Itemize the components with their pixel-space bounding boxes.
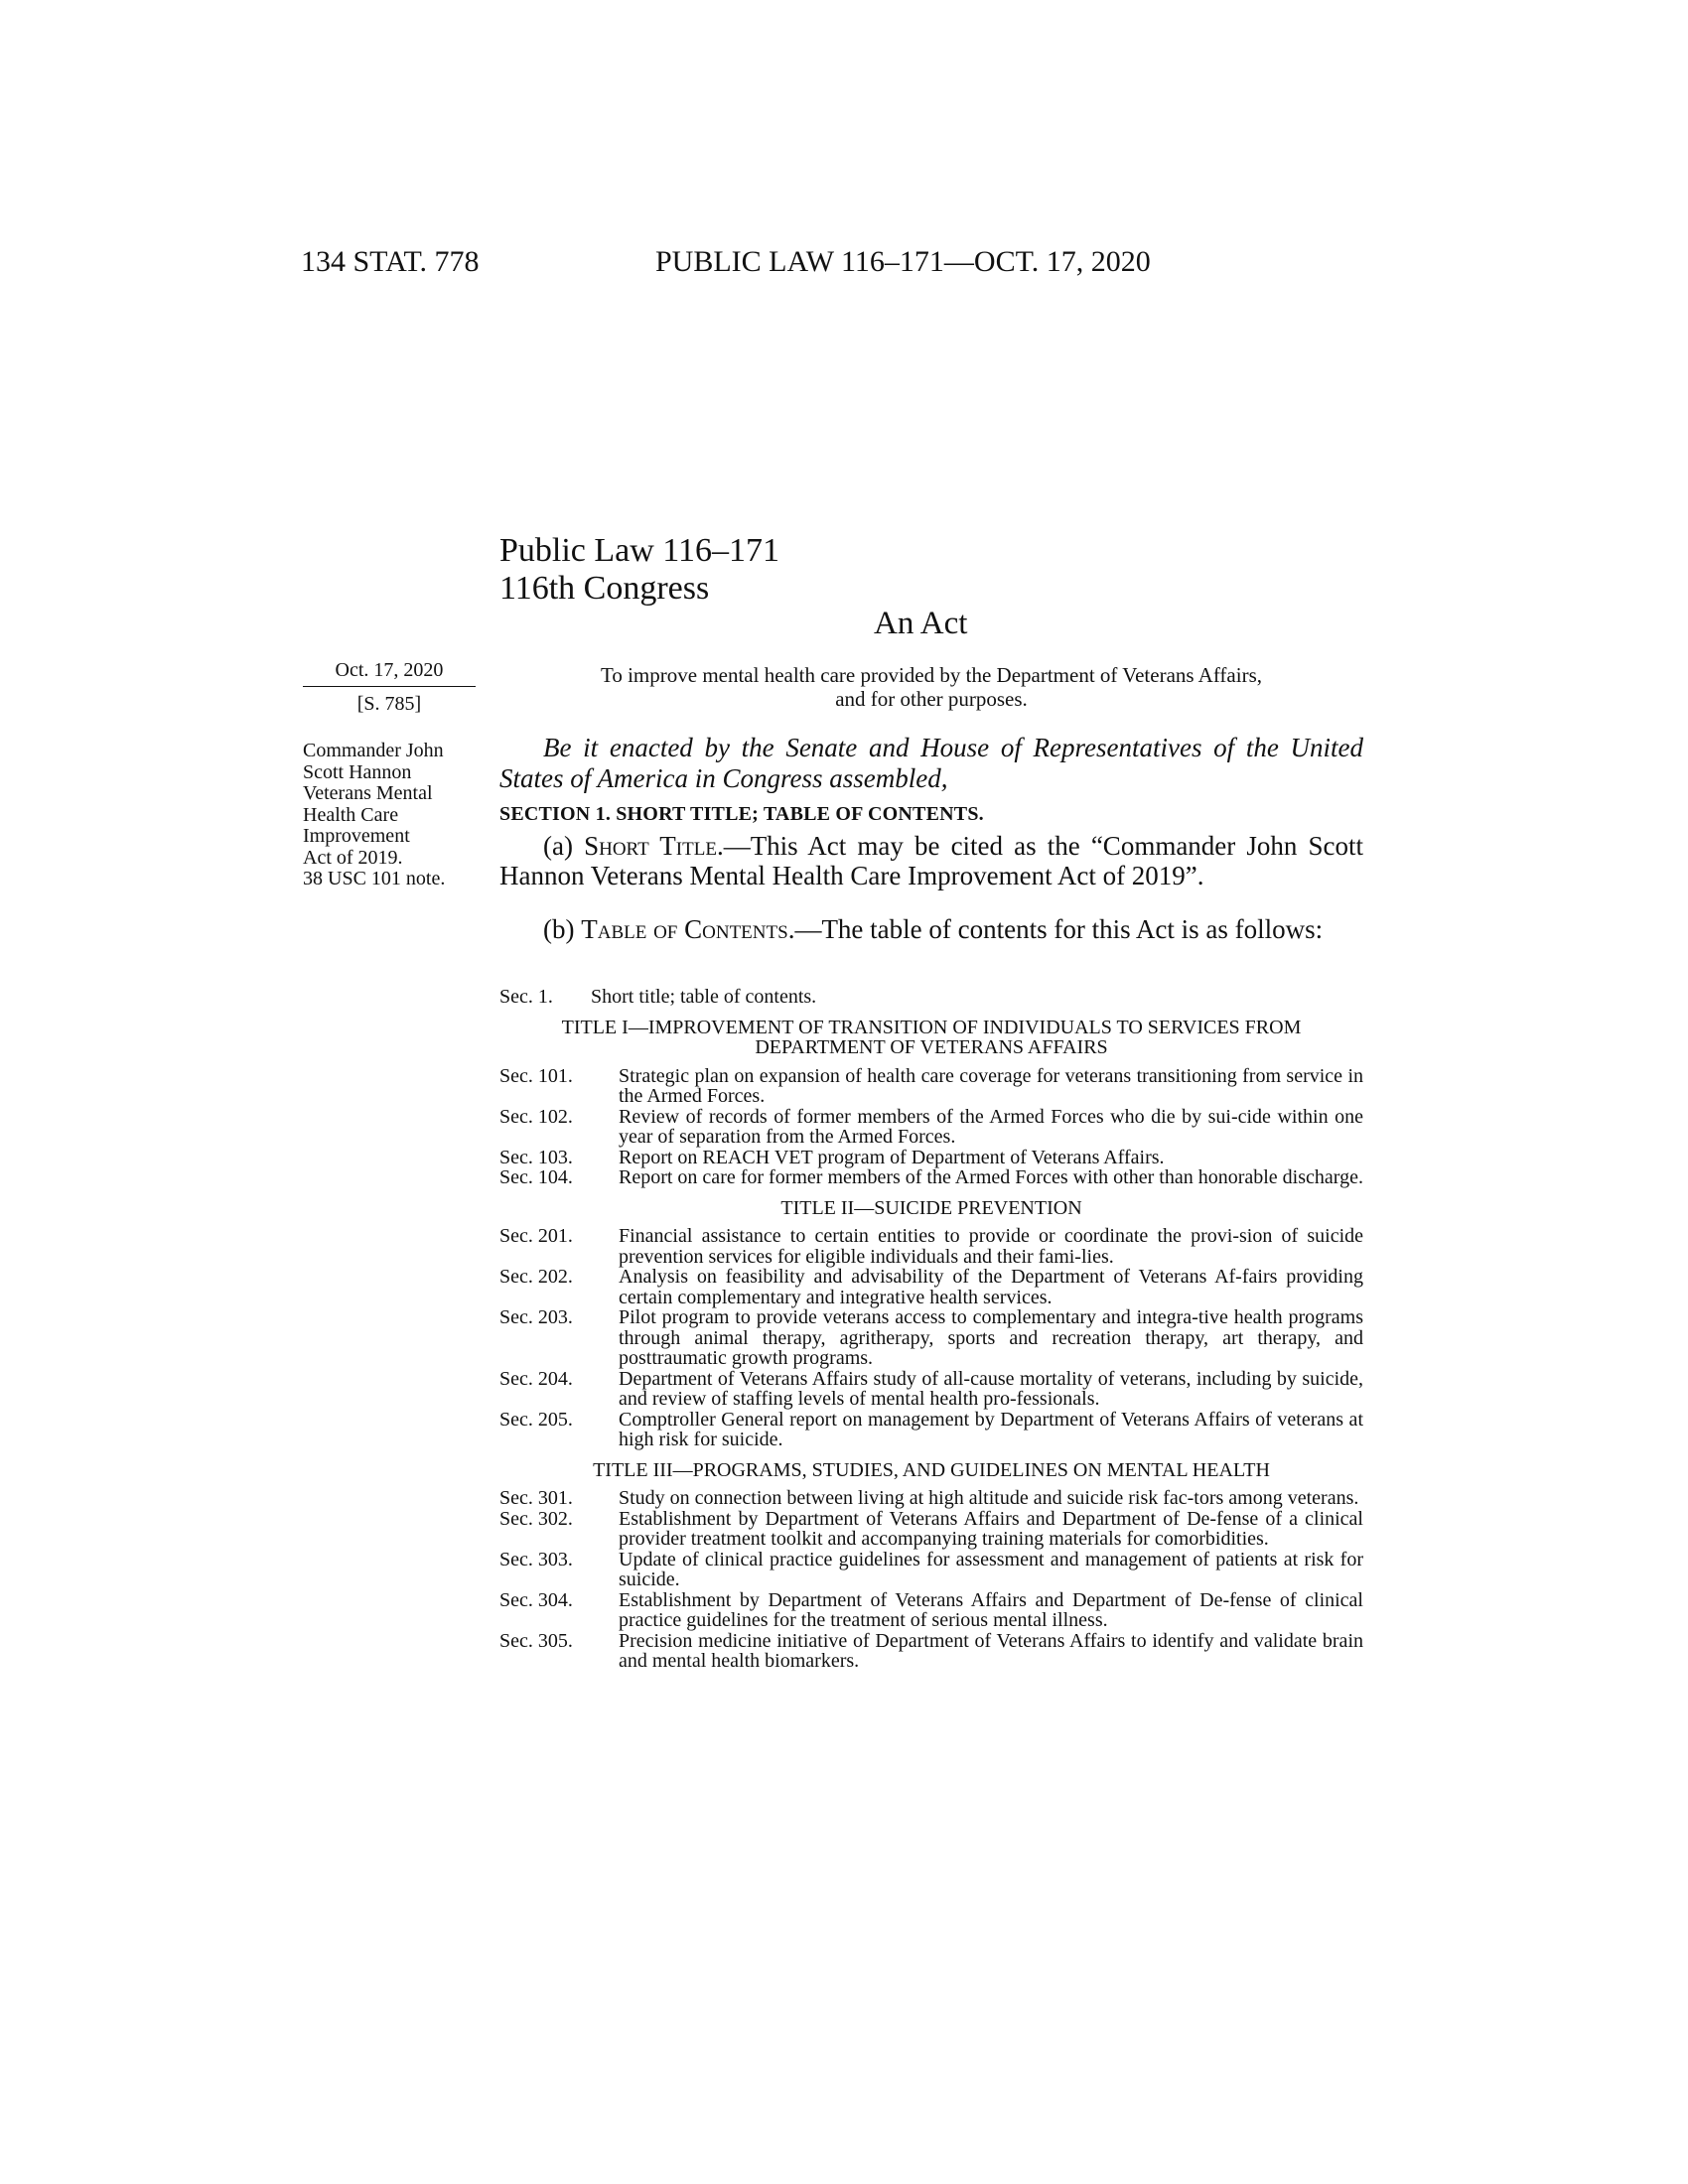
enacting-clause-text: Be it enacted by the Senate and House of Representatives of the United States of America in Congress assembled, (499, 733, 1363, 793)
bill-number: [S. 785] (356, 693, 422, 715)
toc-section-title: Precision medicine initiative of Department of Veterans Affairs to identify and validate brain and mental health biomarkers. (619, 1629, 1363, 1672)
toc-section-title: Pilot program to provide veterans access to complementary and integra-tive health programs through animal therapy, agritherapy, sports and recreation therapy, art therapy, and posttraumatic growth programs. (619, 1306, 1363, 1369)
toc-section-number: Sec. 205. (499, 1408, 573, 1431)
toc-section-title: Report on care for former members of the Armed Forces with other than honorable discharge. (619, 1166, 1363, 1188)
toc-section-number: Sec. 304. (499, 1588, 573, 1611)
toc-section-title: Financial assistance to certain entities to provide or coordinate the provi-sion of suicide prevention services for eligible individuals and their fami-lies. (619, 1225, 1363, 1268)
law-title (499, 532, 779, 608)
toc-section-title: Review of records of former members of the Armed Forces who die by sui-cide within one year of separation from the Armed Forces. (619, 1105, 1363, 1148)
toc-section-number: Sec. 104. (499, 1166, 573, 1188)
toc-title-heading: TITLE I—IMPROVEMENT OF TRANSITION OF INDIVIDUALS TO SERVICES FROM DEPARTMENT OF VETERANS AFFAIRS (561, 1016, 1302, 1058)
paragraph-text: .—The table of contents for this Act is as follows: (787, 914, 1324, 944)
margin-note (303, 741, 482, 890)
toc-section-number: Sec. 305. (499, 1629, 573, 1652)
toc-section-number: Sec. 303. (499, 1548, 573, 1570)
toc-entry (499, 1066, 1363, 1107)
paragraph-label: (a) (543, 831, 585, 861)
toc-entry (499, 1410, 1363, 1450)
toc-entry (499, 1369, 1363, 1410)
toc-section-title: Update of clinical practice guidelines for assessment and management of patients at risk for suicide. (619, 1548, 1363, 1590)
toc-section-title: Short title; table of contents. (591, 986, 817, 1008)
margin-note-line: Act of 2019. (303, 846, 403, 869)
paragraph-caption: Short Title (584, 831, 717, 861)
toc-section-title: Strategic plan on expansion of health care coverage for veterans transitioning from service in the Armed Forces. (619, 1064, 1363, 1107)
toc-entry (499, 1267, 1363, 1307)
margin-note-line: Scott Hannon (303, 760, 412, 783)
toc-section-number: Sec. 203. (499, 1306, 573, 1328)
toc-entry (499, 1509, 1363, 1550)
toc-section-number: Sec. 101. (499, 1064, 573, 1087)
paragraph-table-of-contents (499, 914, 1363, 944)
margin-note-line: Commander John (303, 740, 444, 761)
margin-note-line: Health Care (303, 803, 399, 826)
toc-entry (499, 1226, 1363, 1267)
congress-number: 116th Congress (499, 570, 710, 607)
toc-section-title: Analysis on feasibility and advisability of the Department of Veterans Af-fairs providing certain complementary and integrative health services. (619, 1266, 1363, 1308)
toc-section-number: Sec. 102. (499, 1105, 573, 1128)
toc-entry (499, 1307, 1363, 1369)
section-heading: SECTION 1. SHORT TITLE; TABLE OF CONTENTS. (499, 803, 984, 825)
toc-section-number: Sec. 1. (499, 986, 553, 1008)
toc-section-title: Establishment by Department of Veterans Affairs and Department of De-fense of a clinical provider treatment toolkit and accompanying training materials for comorbidities. (619, 1507, 1363, 1550)
margin-note-line: Improvement (303, 825, 410, 847)
purpose-line-1: To improve mental health care provided by the Department of Veterans Affairs, (600, 663, 1263, 687)
toc-section-title: Establishment by Department of Veterans Affairs and Department of De-fense of clinical practice guidelines for the treatment of serious mental illness. (619, 1588, 1363, 1631)
toc-section-title: Department of Veterans Affairs study of all-cause mortality of veterans, including by suicide, and review of staffing levels of mental health pro-fessionals. (619, 1367, 1363, 1410)
paragraph-text: .—This Act may be cited as the “Commander John Scott Hannon Veterans Mental Health Care Improvement Act of 2019”. (499, 831, 1363, 890)
paragraph-short-title (499, 831, 1363, 890)
toc-section-number: Sec. 204. (499, 1367, 573, 1390)
toc-section-number: Sec. 301. (499, 1487, 573, 1509)
margin-note-line: 38 USC 101 note. (303, 868, 446, 889)
paragraph-label: (b) (543, 914, 582, 944)
toc-entry (499, 1148, 1363, 1168)
toc-section-number: Sec. 103. (499, 1146, 573, 1168)
toc-section-title: Comptroller General report on management by Department of Veterans Affairs of veterans at high risk for suicide. (619, 1408, 1363, 1450)
toc-entry (499, 1488, 1363, 1509)
toc-title-heading: TITLE II—SUICIDE PREVENTION (780, 1196, 1082, 1219)
running-head (301, 245, 1214, 285)
margin-date-block (303, 659, 476, 716)
paragraph-caption: Table of Contents (581, 914, 788, 944)
toc-title-heading: TITLE III—PROGRAMS, STUDIES, AND GUIDELINES ON MENTAL HEALTH (593, 1458, 1270, 1481)
toc-entry (499, 1631, 1363, 1672)
toc-entry (499, 1107, 1363, 1148)
toc-section-number: Sec. 201. (499, 1225, 573, 1247)
enacting-clause (499, 733, 1363, 794)
running-law-citation: PUBLIC LAW 116–171—OCT. 17, 2020 (655, 245, 1151, 278)
public-law-number: Public Law 116–171 (499, 532, 780, 569)
margin-note-line: Veterans Mental (303, 782, 433, 804)
toc-entry (499, 1590, 1363, 1631)
table-of-contents (499, 987, 1363, 1672)
toc-section-title: Study on connection between living at high altitude and suicide risk fac-tors among veterans. (619, 1487, 1359, 1509)
toc-entry (499, 1167, 1363, 1188)
toc-section-number: Sec. 302. (499, 1507, 573, 1530)
toc-section-title: Report on REACH VET program of Department of Veterans Affairs. (619, 1146, 1165, 1168)
act-purpose (499, 663, 1363, 711)
toc-entry (499, 1550, 1363, 1590)
enactment-date: Oct. 17, 2020 (303, 659, 476, 687)
purpose-line-2: and for other purposes. (835, 687, 1028, 711)
toc-section-number: Sec. 202. (499, 1266, 573, 1288)
stat-page-number: 134 STAT. 778 (301, 245, 480, 278)
act-heading: An Act (874, 606, 968, 641)
toc-entry (499, 987, 1363, 1008)
